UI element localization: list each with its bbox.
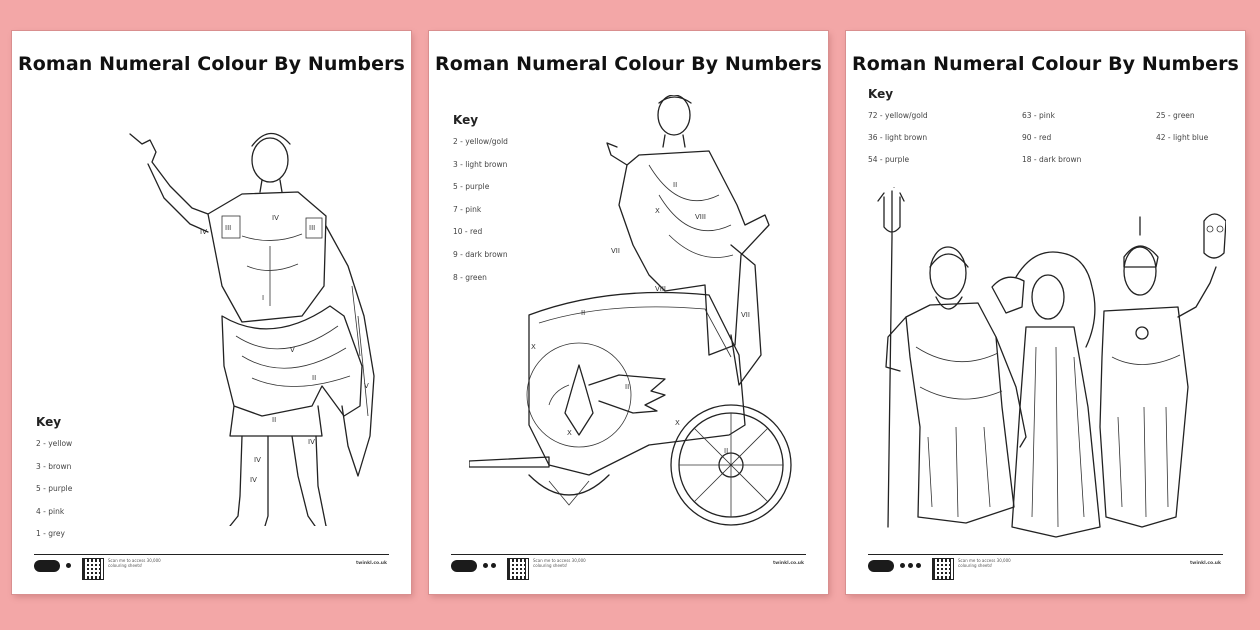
footer-divider bbox=[868, 554, 1223, 555]
key-item: 18 - dark brown bbox=[1022, 155, 1082, 164]
region-label: II bbox=[673, 181, 678, 189]
qr-code-icon bbox=[932, 558, 954, 580]
key-item: 5 - purple bbox=[36, 484, 73, 494]
region-label: X bbox=[675, 419, 680, 427]
key-item: 2 - yellow/gold bbox=[453, 137, 508, 146]
key-heading: Key bbox=[453, 113, 479, 127]
key-item: 54 - purple bbox=[868, 155, 910, 164]
chariot-illustration bbox=[469, 95, 799, 535]
region-label: VIII bbox=[695, 213, 706, 221]
sheet-title: Roman Numeral Colour By Numbers bbox=[18, 53, 405, 75]
colour-key-column bbox=[1022, 109, 1081, 175]
key-item: 9 - dark brown bbox=[453, 249, 508, 259]
key-item: 3 - brown bbox=[36, 461, 72, 471]
colour-key-column bbox=[868, 109, 928, 175]
footer-divider bbox=[451, 554, 806, 555]
twinkl-logo bbox=[868, 560, 894, 572]
region-label: VIII bbox=[655, 285, 666, 293]
region-label: X bbox=[655, 207, 660, 215]
footer-text: Scan me to access 30,000 colouring sheets! bbox=[533, 558, 586, 568]
region-label: X bbox=[531, 343, 536, 351]
region-label: II bbox=[724, 447, 729, 455]
region-label: I bbox=[262, 294, 265, 302]
dot-icons bbox=[66, 563, 71, 568]
key-item: 4 - pink bbox=[36, 506, 65, 516]
key-item: 3 - light brown bbox=[453, 159, 508, 169]
worksheet-1 bbox=[12, 31, 411, 594]
region-label: III bbox=[309, 224, 316, 232]
qr-code-icon bbox=[507, 558, 529, 580]
roman-emperor-illustration bbox=[112, 116, 382, 526]
qr-code-icon bbox=[82, 558, 104, 580]
key-item: 36 - light brown bbox=[868, 133, 928, 142]
key-item: 25 - green bbox=[1156, 111, 1195, 120]
colour-key-column bbox=[1156, 109, 1208, 153]
region-label: X bbox=[567, 429, 572, 437]
key-item: 5 - purple bbox=[453, 182, 490, 192]
region-label: III bbox=[225, 224, 232, 232]
footer-site: twinkl.co.uk bbox=[356, 561, 387, 566]
region-label: II bbox=[581, 309, 586, 317]
key-heading: Key bbox=[868, 87, 894, 101]
region-label: II bbox=[312, 374, 317, 382]
twinkl-logo bbox=[451, 560, 477, 572]
dot-icons bbox=[900, 563, 921, 568]
key-item: 2 - yellow bbox=[36, 439, 73, 448]
sheet-title: Roman Numeral Colour By Numbers bbox=[435, 53, 822, 75]
dot-icons bbox=[483, 563, 496, 568]
key-item: 1 - grey bbox=[36, 529, 65, 539]
footer-divider bbox=[34, 554, 389, 555]
roman-gods-illustration bbox=[866, 187, 1226, 547]
region-label: IV bbox=[254, 456, 261, 464]
colour-key-list bbox=[36, 437, 72, 550]
region-label: IV bbox=[308, 438, 315, 446]
footer-site: twinkl.co.uk bbox=[1190, 561, 1221, 566]
sheet-title: Roman Numeral Colour By Numbers bbox=[852, 53, 1239, 75]
worksheet-2 bbox=[429, 31, 828, 594]
region-label: IV bbox=[250, 476, 257, 484]
key-heading: Key bbox=[36, 415, 62, 429]
key-item: 42 - light blue bbox=[1156, 133, 1209, 142]
key-item: 8 - green bbox=[453, 272, 487, 282]
key-item: 90 - red bbox=[1022, 133, 1052, 142]
footer-site: twinkl.co.uk bbox=[773, 561, 804, 566]
key-item: 7 - pink bbox=[453, 204, 482, 214]
region-label: IV bbox=[200, 228, 207, 236]
footer-text: Scan me to access 30,000 colouring sheets! bbox=[108, 558, 161, 568]
region-label: II bbox=[272, 416, 277, 424]
footer-text: Scan me to access 30,000 colouring sheets! bbox=[958, 558, 1011, 568]
twinkl-logo bbox=[34, 560, 60, 572]
key-item: 63 - pink bbox=[1022, 111, 1055, 120]
region-label: IV bbox=[272, 214, 279, 222]
key-item: 10 - red bbox=[453, 227, 483, 237]
region-label: V bbox=[364, 382, 369, 390]
region-label: VII bbox=[611, 247, 620, 255]
key-item: 72 - yellow/gold bbox=[868, 111, 928, 120]
worksheet-3 bbox=[846, 31, 1245, 594]
region-label: II bbox=[625, 383, 630, 391]
region-label: VII bbox=[741, 311, 750, 319]
region-label: V bbox=[290, 346, 295, 354]
